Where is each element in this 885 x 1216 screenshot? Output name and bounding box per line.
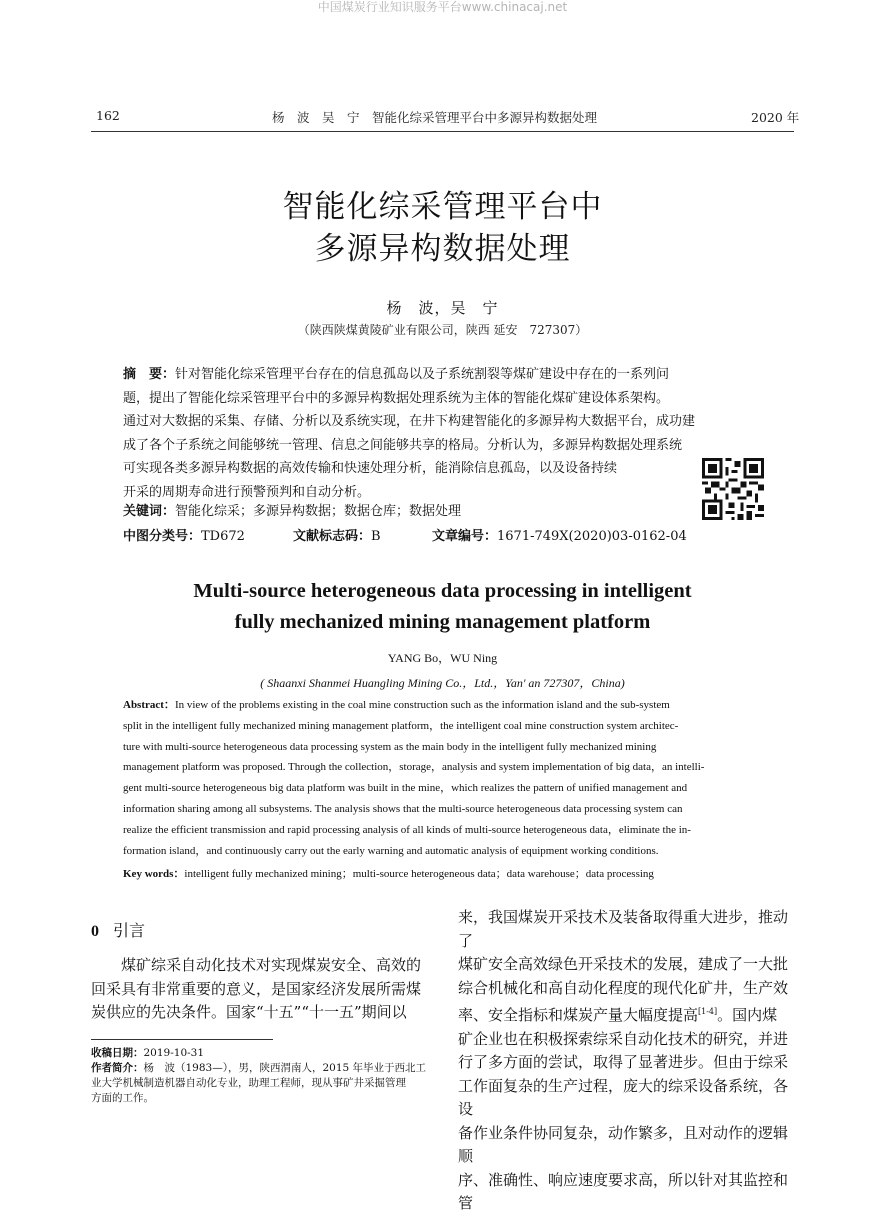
clc-value: TD672 bbox=[201, 529, 245, 544]
abstract-en-line: management platform was proposed. Through the collection，storage，analysis and system implementation of big data，an intelli- bbox=[123, 761, 705, 774]
page-number: 162 bbox=[96, 108, 120, 123]
title-en-line-1: Multi-source heterogeneous data processing in intelligent bbox=[193, 580, 692, 602]
author-bio-line: 业大学机械制造机器自动化专业，助理工程师，现从事矿井采掘管理 bbox=[91, 1077, 406, 1089]
keywords-en-label: Key words： bbox=[123, 868, 185, 880]
citation: [1-4] bbox=[698, 1007, 718, 1016]
abstract-en-line: gent multi-source heterogeneous big data platform was built in the mine，which realizes the pattern of unified management and bbox=[123, 782, 688, 795]
body-line: 煤矿综采自动化技术对实现煤炭安全、高效的 bbox=[91, 956, 422, 974]
article-number-value: 1671-749X(2020)03-0162-04 bbox=[497, 529, 687, 544]
keywords-cn-label: 关键词： bbox=[123, 504, 176, 519]
affiliation-en: ( Shaanxi Shanmei Huangling Mining Co.，Ltd.，Yan' an 727307，China) bbox=[260, 676, 625, 690]
body-line: 煤矿安全高效绿色开采技术的发展，建成了一大批 bbox=[458, 955, 789, 973]
abstract-cn-label: 摘 要： bbox=[123, 367, 176, 382]
received-label: 收稿日期： bbox=[91, 1047, 144, 1059]
keywords-en bbox=[123, 864, 763, 885]
document-code bbox=[293, 525, 381, 549]
keywords-cn bbox=[123, 500, 763, 524]
qr-code bbox=[702, 458, 764, 520]
affiliation-cn: （陕西陕煤黄陵矿业有限公司，陕西 延安 727307） bbox=[297, 323, 588, 337]
section-heading bbox=[91, 918, 145, 941]
body-line: 序、准确性、响应速度要求高，所以针对其监控和管 bbox=[458, 1170, 789, 1212]
section-title: 引言 bbox=[113, 921, 146, 940]
abstract-en-line: split in the intelligent fully mechanized mining management platform，the intelligent coal mine construction system architec- bbox=[123, 719, 679, 732]
doc-code-label: 文献标志码： bbox=[293, 529, 372, 544]
abstract-en-line: In view of the problems existing in the coal mine construction such as the information island and the sub-system bbox=[174, 699, 670, 711]
abstract-cn-line: 开采的周期寿命进行预警预判和自动分析。 bbox=[123, 484, 371, 500]
author-bio-line: 方面的工作。 bbox=[91, 1092, 154, 1104]
body-left-column bbox=[91, 954, 431, 1025]
article-number-label: 文章编号： bbox=[432, 529, 498, 544]
body-line-tail: 。国内煤 bbox=[717, 1006, 778, 1024]
running-title: 杨 波 吴 宁 智能化综采管理平台中多源异构数据处理 bbox=[272, 110, 598, 125]
body-right-column bbox=[458, 906, 794, 1216]
abstract-en-label: Abstract： bbox=[123, 699, 175, 711]
author-bio-line: 杨 波（1983—），男，陕西渭南人，2015 年毕业于西北工 bbox=[143, 1062, 427, 1074]
body-line: 矿企业也在积极探索综采自动化技术的研究，并进 bbox=[458, 1029, 789, 1048]
header-rule bbox=[91, 131, 794, 132]
body-line: 综合机械化和高自动化程度的现代化矿井，生产效 bbox=[458, 978, 789, 997]
authors-en: YANG Bo，WU Ning bbox=[387, 651, 498, 665]
footnote-rule bbox=[91, 1039, 273, 1040]
abstract-cn-line: 可实现各类多源异构数据的高效传输和快速处理分析，能消除信息孤岛，以及设备持续 bbox=[123, 461, 618, 476]
title-cn-line-2: 多源异构数据处理 bbox=[314, 231, 571, 267]
footnote bbox=[91, 1046, 431, 1106]
title-cn-line-1: 智能化综采管理平台中 bbox=[282, 189, 603, 225]
article-number bbox=[432, 525, 687, 549]
abstract-en bbox=[123, 695, 763, 861]
body-line bbox=[458, 1000, 794, 1028]
body-line: 炭供应的先决条件。国家“十五”“十一五”期间以 bbox=[91, 1003, 407, 1021]
abstract-cn bbox=[123, 363, 763, 504]
keywords-cn-text: 智能化综采；多源异构数据；数据仓库；数据处理 bbox=[175, 504, 462, 519]
abstract-cn-line: 题，提出了智能化综采管理平台中的多源异构数据处理系统为主体的智能化煤矿建设体系架构。 bbox=[123, 390, 670, 406]
keywords-en-text: intelligent fully mechanized mining；multi-source heterogeneous data；data warehouse；data processing bbox=[184, 868, 654, 880]
clc-label: 中图分类号： bbox=[123, 529, 202, 544]
body-line: 行了多方面的尝试，取得了显著进步。但由于综采 bbox=[458, 1053, 789, 1071]
abstract-cn-line: 通过对大数据的采集、存储、分析以及系统实现，在井下构建智能化的多源异构大数据平台，成功建 bbox=[123, 414, 696, 429]
abstract-cn-line: 针对智能化综采管理平台存在的信息孤岛以及子系统割裂等煤矿建设中存在的一系列问 bbox=[175, 367, 670, 382]
abstract-en-line: realize the efficient transmission and rapid processing analysis of all kinds of multi-source heterogeneous data，eliminate the in- bbox=[123, 823, 691, 836]
received-date: 2019-10-31 bbox=[143, 1047, 205, 1059]
header-year: 2020 年 bbox=[751, 110, 800, 125]
body-line: 来，我国煤炭开采技术及装备取得重大进步，推动了 bbox=[458, 908, 789, 950]
body-line: 备作业条件协同复杂，动作繁多，且对动作的逻辑顺 bbox=[458, 1123, 789, 1165]
abstract-cn-line: 成了各个子系统之间能够统一管理、信息之间能够共享的格局。分析认为，多源异构数据处理系统 bbox=[123, 437, 683, 453]
title-en-line-2: fully mechanized mining management platform bbox=[234, 611, 651, 633]
abstract-en-line: ture with multi-source heterogeneous data processing system as the main body in the intelligent fully mechanized mining bbox=[123, 740, 657, 753]
abstract-en-line: information sharing among all subsystems. The analysis shows that the multi-source heterogeneous data processing system can bbox=[123, 802, 683, 815]
abstract-en-line: formation island，and continuously carry out the early warning and automatic analysis of equipment working conditions. bbox=[123, 844, 659, 857]
authors-cn: 杨 波，吴 宁 bbox=[386, 299, 499, 317]
doc-code-value: B bbox=[371, 529, 381, 544]
body-line: 工作面复杂的生产过程，庞大的综采设备系统，各设 bbox=[458, 1076, 789, 1118]
watermark: 中国煤炭行业知识服务平台www.chinacaj.net bbox=[317, 0, 568, 14]
body-line-text: 率、安全指标和煤炭产量大幅度提高 bbox=[458, 1006, 699, 1024]
section-number: 0 bbox=[91, 923, 99, 940]
body-line: 回采具有非常重要的意义，是国家经济发展所需煤 bbox=[91, 979, 422, 998]
author-bio-label: 作者简介： bbox=[91, 1062, 144, 1074]
clc-number bbox=[123, 525, 245, 549]
